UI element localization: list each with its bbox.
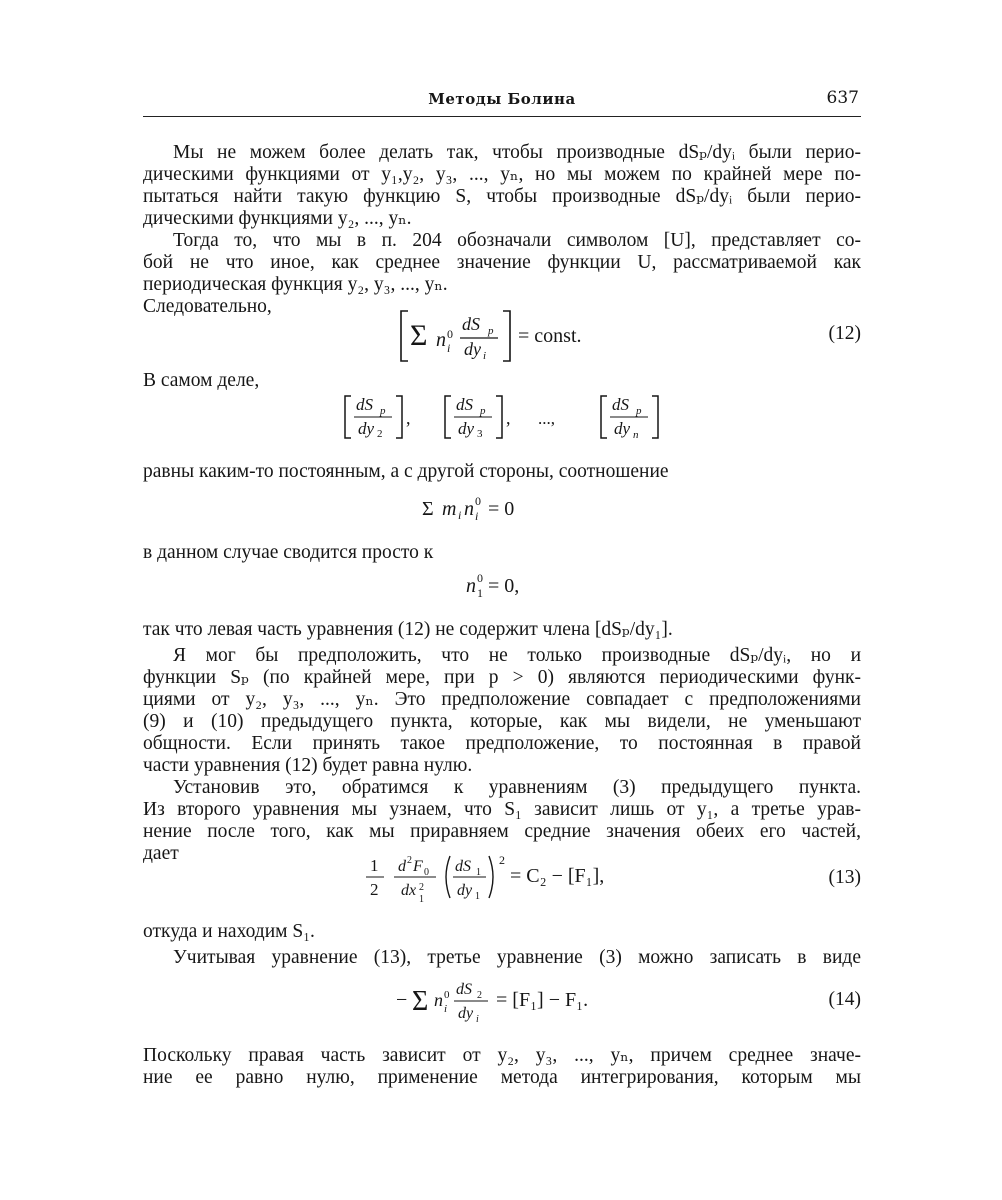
- text-line: откуда и находим S₁.: [143, 921, 315, 942]
- text-line: в данном случае сводится просто к: [143, 542, 434, 563]
- dy-denominator: dy: [458, 419, 475, 438]
- F-subscript: 0: [424, 867, 429, 878]
- formula-12-body: [401, 311, 582, 362]
- minus-sign: −: [396, 989, 408, 1011]
- text-line: нение после того, как мы приравняем средние значения обеих его частей,: [143, 821, 861, 842]
- dy-subscript: i: [476, 1014, 479, 1025]
- separator: ,: [406, 408, 411, 428]
- n-subscript: i: [475, 509, 479, 523]
- d2-symbol: d: [398, 858, 406, 875]
- text-line: Тогда то, что мы в п. 204 обозначали символом [U], представляет со-: [173, 230, 861, 251]
- text-line: Мы не можем более делать так, чтобы производные dSₚ/dyᵢ были перио-: [173, 142, 861, 163]
- text-line: периодическая функция y₂, y₃, ..., yₙ.: [143, 274, 448, 295]
- n-symbol: n: [464, 498, 474, 520]
- dy-subscript: n: [633, 429, 639, 441]
- ellipsis: ...,: [538, 409, 555, 428]
- n-subscript: i: [444, 1003, 448, 1015]
- dx-denominator: dx: [401, 882, 417, 899]
- dy-denominator: dy: [464, 339, 481, 359]
- sum-sign: Σ: [422, 498, 434, 520]
- bracket-right: [396, 396, 402, 438]
- text-line: дическими функциями y₂, ..., yₙ.: [143, 208, 412, 229]
- formula-sum-mn: [422, 492, 562, 524]
- formula-13: [364, 850, 644, 910]
- formula-14-rhs: = [F₁] − F₁.: [496, 989, 589, 1011]
- dS-subscript: p: [480, 405, 486, 417]
- bracket-left: [601, 396, 607, 438]
- dS-subscript: p: [488, 325, 494, 337]
- separator: ,: [506, 408, 511, 428]
- formula-rhs: = 0,: [488, 575, 520, 597]
- m-subscript: i: [458, 508, 462, 522]
- bracket-right: [503, 311, 510, 361]
- square-exponent: 2: [499, 853, 505, 867]
- formula-brackets: [342, 392, 672, 442]
- text-line: так что левая часть уравнения (12) не содержит члена [dSₚ/dy₁].: [143, 619, 673, 640]
- bracket-left: [445, 396, 451, 438]
- dx-subscript: 1: [419, 894, 424, 905]
- formula-13-rhs: = C₂ − [F₁],: [510, 865, 605, 887]
- dy-denominator: dy: [458, 1005, 474, 1022]
- text-line: равны каким-то постоянным, а с другой стороны, соотношение: [143, 461, 669, 482]
- bracket-left: [401, 311, 408, 361]
- dy-subscript: i: [483, 350, 487, 362]
- n-symbol: n: [436, 329, 446, 351]
- dS-subscript: 1: [476, 867, 481, 878]
- equation-number: (12): [828, 323, 861, 344]
- page-number: 637: [826, 88, 859, 108]
- n-symbol: n: [434, 990, 443, 1010]
- bracket-right: [652, 396, 658, 438]
- bracket-right: [496, 396, 502, 438]
- dy-denominator: dy: [457, 882, 473, 899]
- text-line: Учитывая уравнение (13), третье уравнение (3) можно записать в виде: [173, 947, 861, 968]
- equation-number: (14): [828, 989, 861, 1010]
- formula-12: [398, 308, 613, 364]
- sum-sign: Σ: [412, 986, 429, 1017]
- n-superscript: 0: [475, 494, 481, 508]
- sum-sign: Σ: [410, 319, 428, 352]
- dy-denominator: dy: [358, 419, 375, 438]
- n-symbol: n: [466, 575, 476, 597]
- text-line: бой не что иное, как среднее значение функции U, рассматриваемой как: [143, 252, 861, 273]
- text-line: дает: [143, 843, 179, 864]
- formula-n1: [466, 570, 566, 602]
- dS-subscript: p: [380, 405, 386, 417]
- dy-denominator: dy: [614, 419, 631, 438]
- formula-14: [396, 974, 656, 1030]
- n-superscript: 0: [444, 989, 450, 1001]
- dS-subscript: p: [636, 405, 642, 417]
- text-line: функции Sₚ (по крайней мере, при p > 0) являются периодическими функ-: [143, 667, 861, 688]
- paren-right: [489, 856, 493, 898]
- half-numerator: 1: [370, 856, 379, 875]
- paren-left: [446, 856, 450, 898]
- half-denominator: 2: [370, 880, 379, 899]
- text-line: части уравнения (12) будет равна нулю.: [143, 755, 473, 776]
- m-symbol: m: [442, 498, 457, 520]
- dS-numerator: dS: [456, 395, 473, 414]
- text-line: (9) и (10) предыдущего пункта, которые, как мы видели, не уменьшают: [143, 711, 861, 732]
- formula-rhs: = 0: [488, 498, 515, 520]
- dS-numerator: dS: [462, 314, 480, 334]
- d2-exponent: 2: [407, 855, 412, 866]
- F-symbol: F: [413, 858, 423, 875]
- dy-subscript: 1: [475, 891, 480, 902]
- dS-numerator: dS: [612, 395, 629, 414]
- text-line: Из второго уравнения мы узнаем, что S₁ зависит лишь от y₁, а третье урав-: [143, 799, 861, 820]
- dS-numerator: dS: [455, 858, 471, 875]
- text-line: В самом деле,: [143, 370, 260, 391]
- bracket-left: [345, 396, 351, 438]
- text-line: Следовательно,: [143, 296, 272, 317]
- text-line: дическими функциями от y₁,y₂, y₃, ..., yₙ, но мы можем по крайней мере по-: [143, 164, 861, 185]
- text-line: общности. Если принять такое предположение, то постоянная в правой: [143, 733, 861, 754]
- running-header: [143, 86, 861, 117]
- text-line: циями от y₂, y₃, ..., yₙ. Это предположение совпадает с предположениями: [143, 689, 861, 710]
- n-superscript: 0: [447, 327, 453, 341]
- n-subscript: 1: [477, 586, 483, 600]
- n-subscript: i: [447, 341, 451, 355]
- text-line: пытаться найти такую функцию S, чтобы производные dSₚ/dyᵢ были перио-: [143, 186, 861, 207]
- text-line: Установив это, обратимся к уравнениям (3) предыдущего пункта.: [173, 777, 861, 798]
- dS-numerator: dS: [456, 981, 472, 998]
- dS-subscript: 2: [477, 990, 482, 1001]
- dy-subscript: 2: [377, 428, 383, 440]
- dx-exponent: 2: [419, 882, 424, 893]
- n-superscript: 0: [477, 571, 483, 585]
- text-line: Поскольку правая часть зависит от y₂, y₃, ..., yₙ, причем среднее значе-: [143, 1045, 861, 1066]
- dS-numerator: dS: [356, 395, 373, 414]
- dy-subscript: 3: [477, 428, 483, 440]
- text-line: Я мог бы предположить, что не только производные dSₚ/dyᵢ, но и: [173, 645, 861, 666]
- equation-number: (13): [828, 867, 861, 888]
- formula-12-rhs: = const.: [518, 325, 582, 347]
- running-title: Методы Болина: [428, 90, 576, 108]
- text-line: ние ее равно нулю, применение метода интегрирования, которым мы: [143, 1067, 861, 1088]
